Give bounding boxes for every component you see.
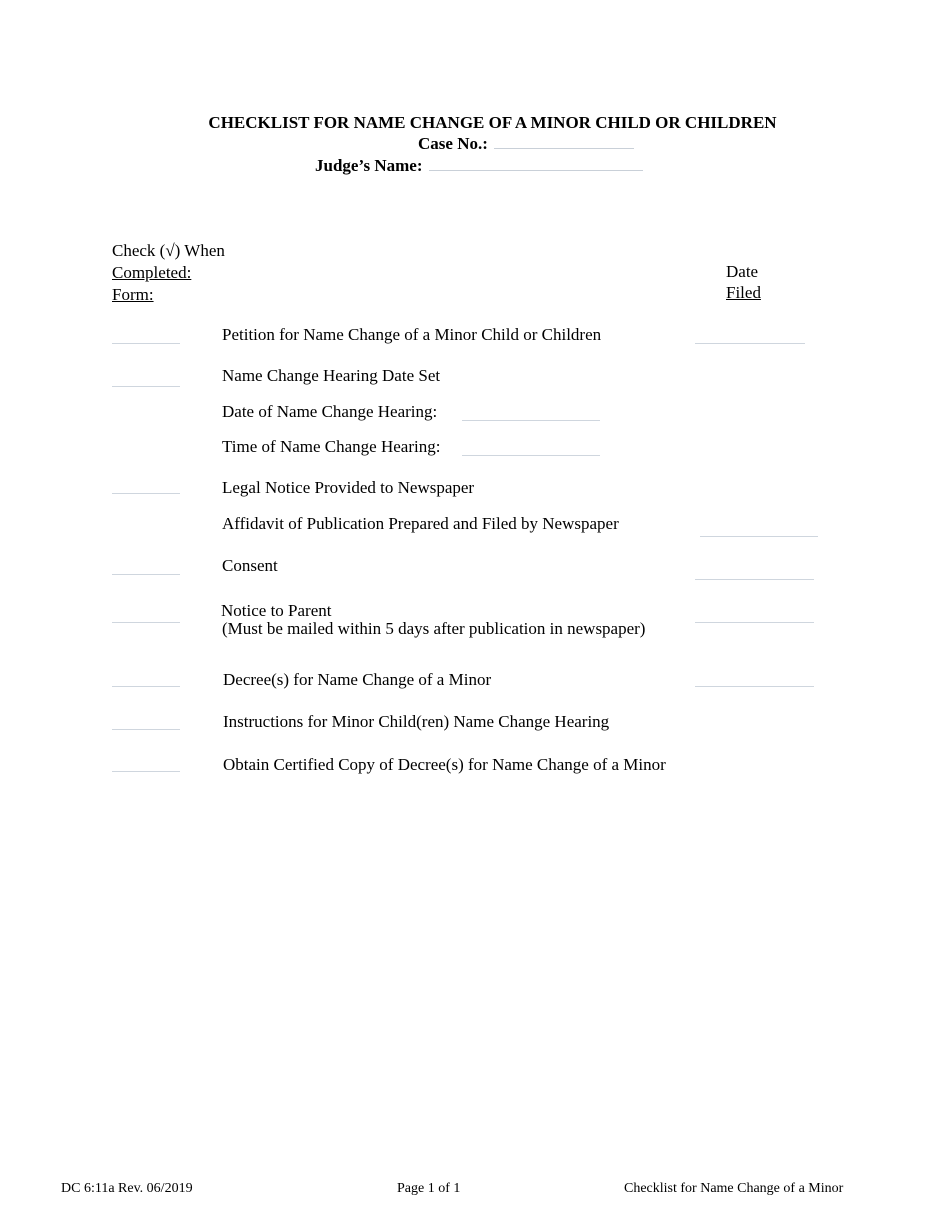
check-column-header-line2: Completed: [112, 263, 192, 282]
item-consent: Consent [222, 556, 278, 575]
form-title: CHECKLIST FOR NAME CHANGE OF A MINOR CHILD OR CHILDREN [208, 113, 777, 132]
hearing-date-field[interactable] [462, 420, 600, 421]
case-number-label: Case No.: [418, 134, 488, 153]
item-hearing-date: Date of Name Change Hearing: [222, 402, 438, 421]
footer-form-id: DC 6:11a Rev. 06/2019 [61, 1181, 193, 1196]
item-legal-notice: Legal Notice Provided to Newspaper [222, 478, 475, 497]
item-certified-copy: Obtain Certified Copy of Decree(s) for Name Change of a Minor [223, 755, 666, 774]
judge-name-field[interactable] [429, 169, 643, 171]
footer-document-name: Checklist for Name Change of a Minor [624, 1181, 844, 1196]
date-field-notice-to-parent[interactable] [695, 622, 814, 623]
item-hearing-time: Time of Name Change Hearing: [222, 437, 441, 456]
item-affidavit: Affidavit of Publication Prepared and Filed by Newspaper [222, 514, 619, 533]
check-field-petition[interactable] [112, 343, 180, 344]
check-field-notice-to-parent[interactable] [112, 622, 180, 623]
check-field-certified-copy[interactable] [112, 771, 180, 772]
case-number-field[interactable] [494, 147, 634, 149]
item-petition: Petition for Name Change of a Minor Child or Children [222, 325, 602, 344]
case-number-row [418, 134, 634, 154]
item-notice-to-parent-note: (Must be mailed within 5 days after publication in newspaper) [222, 619, 646, 638]
hearing-time-field[interactable] [462, 455, 600, 456]
judge-name-label: Judge’s Name: [315, 156, 423, 175]
check-field-legal-notice[interactable] [112, 493, 180, 494]
item-decree: Decree(s) for Name Change of a Minor [223, 670, 492, 689]
date-field-petition[interactable] [695, 343, 805, 344]
check-field-consent[interactable] [112, 574, 180, 575]
check-field-hearing-date-set[interactable] [112, 386, 180, 387]
date-field-consent[interactable] [695, 579, 814, 580]
date-field-decree[interactable] [695, 686, 814, 687]
date-column-header-line1: Date [726, 262, 759, 281]
date-column-header-line2: Filed [726, 283, 761, 302]
check-field-decree[interactable] [112, 686, 180, 687]
date-field-affidavit[interactable] [700, 536, 818, 537]
check-field-instructions[interactable] [112, 729, 180, 730]
check-column-header-line3: Form: [112, 285, 154, 304]
footer-page-number: Page 1 of 1 [397, 1181, 461, 1196]
check-column-header-line1: Check (√) When [112, 241, 225, 260]
item-notice-to-parent: Notice to Parent [221, 601, 332, 620]
judge-name-row [315, 156, 643, 176]
item-hearing-date-set: Name Change Hearing Date Set [222, 366, 441, 385]
item-instructions: Instructions for Minor Child(ren) Name Change Hearing [223, 712, 610, 731]
